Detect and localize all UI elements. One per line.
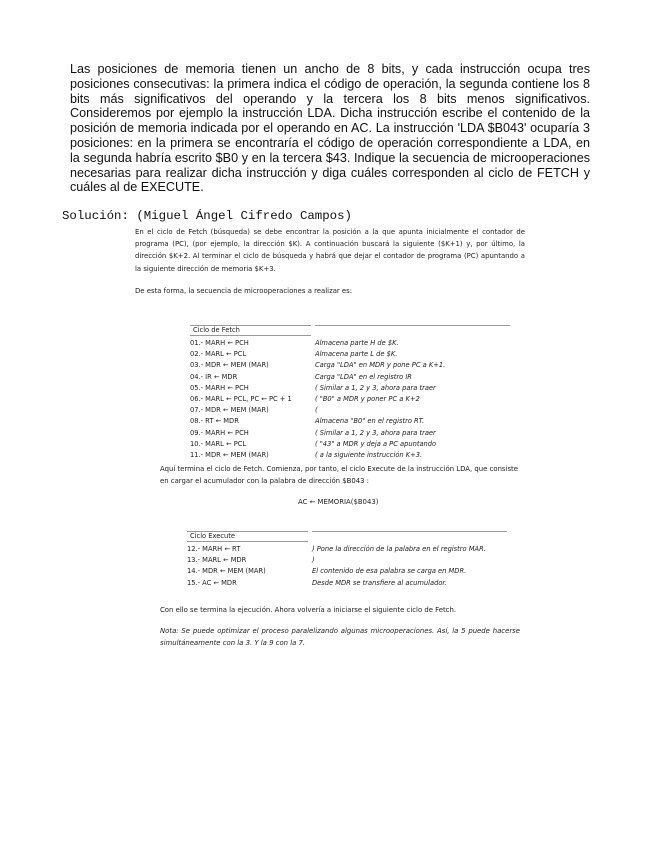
table-row	[190, 372, 520, 383]
microop: 11.- MDR ← MEM (MAR)	[190, 450, 269, 459]
microop: 10.- MARL ← PCL	[190, 439, 247, 448]
microop-comment: ( "B0" a MDR y poner PC a K+2	[315, 394, 420, 403]
fetch-cycle-table	[190, 325, 520, 461]
microop-comment: Almacena parte L de $K.	[315, 350, 398, 359]
execute-table-title: Ciclo Execute	[187, 531, 308, 542]
microop: 14.- MDR ← MEM (MAR)	[187, 567, 266, 576]
execute-intro-paragraph: Aquí termina el ciclo de Fetch. Comienza, por tanto, el ciclo Execute de la instrucción LDA, que consiste en cargar el acumulador con la palabra de dirección $B043 :	[160, 465, 518, 485]
microop-comment: Almacena "B0" en el registro RT.	[315, 417, 425, 426]
microop-comment: Almacena parte H de $K.	[315, 339, 399, 347]
solution-intro-paragraph: En el ciclo de Fetch (búsqueda) se debe encontrar la posición a la que apunta inicialmente el contador de programa (PC), (por ejemplo, la dirección $K). A continuación buscará la siguiente ($K+1) y, por último, la dirección $K+2. Al terminar el ciclo de búsqueda y habrá que dejar el contador de programa (PC) apuntando a la siguiente dirección de memoria $K+3.	[135, 228, 525, 273]
microop-comment: ( Similar a 1, 2 y 3, ahora para traer	[315, 383, 436, 392]
microop-comment: Carga "LDA" en el registro IR	[315, 372, 412, 381]
microop: 05.- MARH ← PCH	[190, 383, 249, 392]
microop: 12.- MARH ← RT	[187, 545, 241, 553]
microop: 03.- MDR ← MEM (MAR)	[190, 361, 269, 370]
execute-cycle-table	[187, 531, 517, 589]
table-row	[190, 360, 520, 371]
table-row	[190, 405, 520, 416]
microop-comment: )	[312, 556, 315, 565]
microop-comment: ( Similar a 1, 2 y 3, ahora para traer	[315, 428, 436, 437]
table-row	[190, 338, 520, 349]
microop: 09.- MARH ← PCH	[190, 428, 249, 437]
microop-comment: ( a la siguiente instrucción K+3.	[315, 450, 423, 459]
microop: 01.- MARH ← PCH	[190, 339, 249, 347]
microop: 08.- RT ← MDR	[190, 417, 239, 426]
table-top-rule	[315, 325, 510, 326]
microop: 13.- MARL ← MDR	[187, 556, 247, 565]
sequence-intro-paragraph: De esta forma, la secuencia de microoperaciones a realizar es:	[135, 287, 353, 295]
microop: 04.- IR ← MDR	[190, 372, 238, 381]
table-row	[190, 416, 520, 427]
lda-formula: AC ← MEMORIA($B043)	[298, 498, 379, 506]
optimization-note: Nota: Se puede optimizar el proceso paralelizando algunas microoperaciones. Así, la 5 puede hacerse simultáneamente con la 3. Y la 9 con la 7.	[160, 627, 520, 647]
table-row	[190, 383, 520, 394]
microop-comment: ( "43" a MDR y deja a PC apuntando	[315, 439, 437, 448]
microop-comment: ) Pone la dirección de la palabra en el registro MAR.	[312, 545, 486, 553]
microop: 02.- MARL ← PCL	[190, 350, 247, 359]
microop: 15.- AC ← MDR	[187, 578, 237, 587]
problem-statement: Las posiciones de memoria tienen un ancho de 8 bits, y cada instrucción ocupa tres posiciones consecutivas: la primera indica el código de operación, la segunda contiene los 8 bits más significativos del operando y la tercera los 8 bits menos significativos. Consideremos por ejemplo la instrucción LDA. Dicha instrucción escribe el contenido de la posición de memoria indicada por el operando en AC. La instrucción 'LDA $B043' ocuparía 3 posiciones: en la primera se encontraría el código de operación correspondiente a LDA, en la segunda habría escrito $B0 y en la tercera $43. Indique la secuencia de microoperaciones necesarias para realizar dicha instrucción y diga cuáles corresponden al ciclo de FETCH y cuáles al de EXECUTE.	[70, 62, 590, 195]
table-top-rule	[312, 531, 507, 532]
fetch-table-title: Ciclo de Fetch	[190, 325, 311, 336]
table-row	[190, 349, 520, 360]
microop: 07.- MDR ← MEM (MAR)	[190, 406, 269, 415]
table-row	[190, 439, 520, 450]
table-row	[187, 544, 517, 555]
table-row	[190, 450, 520, 461]
microop: 06.- MARL ← PCL, PC ← PC + 1	[190, 394, 292, 403]
solution-heading: Solución: (Miguel Ángel Cifredo Campos)	[62, 209, 352, 223]
execution-end-paragraph: Con ello se termina la ejecución. Ahora volvería a iniciarse el siguiente ciclo de Fetch.	[160, 606, 457, 614]
microop-comment: El contenido de esa palabra se carga en MDR.	[312, 567, 467, 576]
microop-comment: (	[315, 406, 318, 415]
table-row	[187, 578, 517, 589]
microop-comment: Carga "LDA" en MDR y pone PC a K+1.	[315, 361, 446, 370]
microop-comment: Desde MDR se transfiere al acumulador.	[312, 578, 447, 587]
table-row	[190, 394, 520, 405]
table-row	[190, 428, 520, 439]
table-row	[187, 566, 517, 577]
table-row	[187, 555, 517, 566]
